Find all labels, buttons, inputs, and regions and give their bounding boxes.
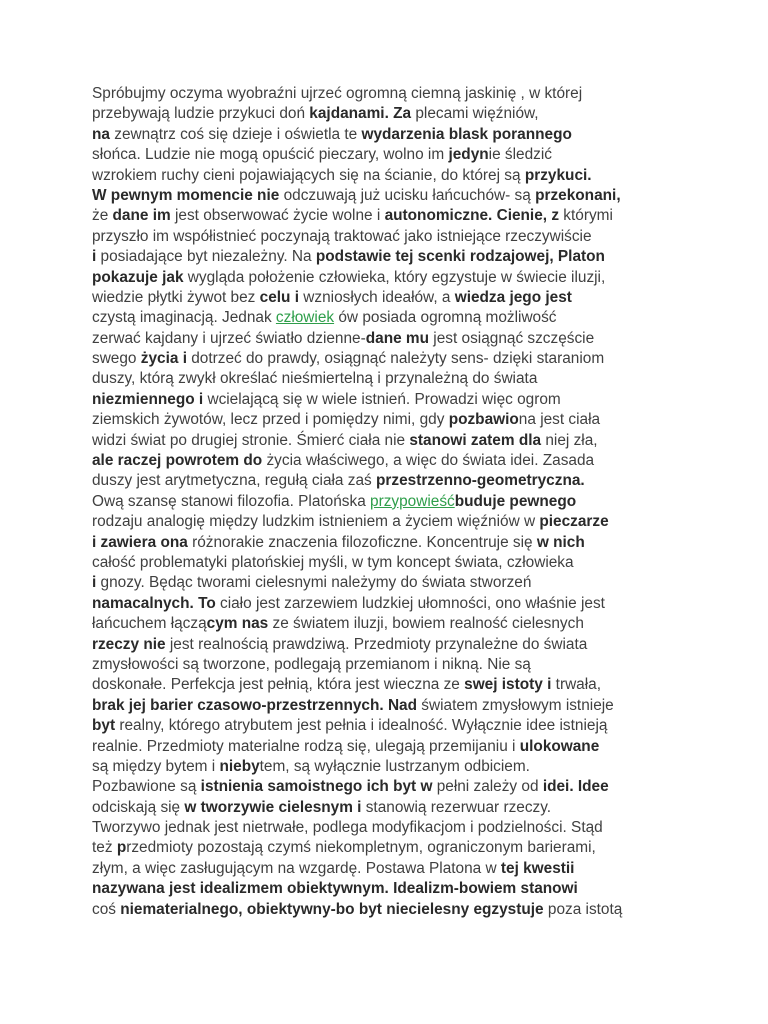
text-run: wygląda położenie człowieka, który egzystuje w świecie iluzji, [183, 268, 606, 286]
text-run: jest osiągnąć szczęście [429, 329, 595, 347]
text-run: na jest ciała [518, 411, 601, 429]
text-line [92, 757, 692, 777]
text-run: Pozbawione są [92, 778, 201, 796]
bold-text-run: i zawiera ona [92, 533, 188, 551]
text-run: czystą imaginacją. Jednak [92, 309, 276, 327]
text-run: jest obserwować życie wolne i [170, 207, 385, 225]
text-run: przyszło im współistnieć poczynają traktować jako istniejące rzeczywiście [92, 227, 592, 245]
bold-text-run: dane im [112, 207, 171, 225]
bold-text-run: ulokowane [519, 737, 600, 755]
text-line [92, 879, 692, 899]
text-run: wcielającą się w wiele istnień. Prowadzi więc ogrom [203, 390, 561, 408]
text-line [92, 533, 692, 553]
text-run: odciskają się [92, 798, 185, 816]
bold-text-run: na [92, 125, 110, 143]
text-run: posiadające byt niezależny. Na [96, 248, 316, 266]
text-run: rzedmioty pozostają czymś niekompletnym, ograniczonym barierami, [126, 839, 596, 857]
bold-text-run: niezmiennego i [92, 390, 204, 408]
text-line [92, 329, 692, 349]
text-line [92, 675, 692, 695]
text-line [92, 900, 692, 920]
text-run: wzniosłych ideałów, a [299, 288, 455, 306]
text-line [92, 349, 692, 369]
inline-link[interactable]: przypowieść [370, 492, 455, 510]
bold-text-run: życia i [140, 350, 187, 368]
text-run: ów posiada ogromną możliwość [334, 309, 557, 327]
text-run: tem, są wyłącznie lustrzanym odbiciem. [259, 757, 530, 775]
text-run: całość problematyki platońskiej myśli, w tym koncept świata, człowieka [92, 553, 574, 571]
text-line [92, 410, 692, 430]
text-line [92, 288, 692, 308]
text-line [92, 696, 692, 716]
text-line [92, 655, 692, 675]
text-line [92, 716, 692, 736]
bold-text-run: przykuci. [524, 166, 592, 184]
text-run: wiedzie płytki żywot bez [92, 288, 260, 306]
text-run: poza istotą [543, 900, 623, 918]
text-run: przebywają ludzie przykuci doń [92, 105, 310, 123]
document-body [92, 84, 692, 920]
bold-text-run: nieby [219, 757, 260, 775]
text-line [92, 308, 692, 328]
bold-text-run: przekonani, [535, 186, 621, 204]
bold-text-run: niematerialnego, obiektywny-bo byt niecielesny egzystuje [120, 900, 544, 918]
text-line [92, 471, 692, 491]
bold-text-run: stanowi zatem dla [409, 431, 542, 449]
text-line [92, 635, 692, 655]
text-run: pełni zależy od [432, 778, 543, 796]
bold-text-run: przestrzenno-geometryczna. [376, 472, 585, 490]
text-line [92, 492, 692, 512]
text-line [92, 145, 692, 165]
bold-text-run: pozbawio [448, 411, 519, 429]
text-line [92, 166, 692, 186]
text-line [92, 206, 692, 226]
bold-text-run: namacalnych. To [92, 594, 216, 612]
bold-text-run: kajdanami. Za [309, 105, 412, 123]
text-run: plecami więźniów, [411, 105, 539, 123]
text-line [92, 369, 692, 389]
bold-text-run: podstawie tej scenki rodzajowej, Platon [315, 248, 605, 266]
text-run: którymi [559, 207, 613, 225]
text-line [92, 125, 692, 145]
text-run: różnorakie znaczenia filozoficzne. Koncentruje się [187, 533, 537, 551]
text-run: dotrzeć do prawdy, osiągnąć należyty sens- dzięki staraniom [186, 350, 605, 368]
text-line [92, 594, 692, 614]
text-run: jest realnością prawdziwą. Przedmioty przynależne do świata [165, 635, 588, 653]
text-line [92, 737, 692, 757]
inline-link[interactable]: człowiek [275, 309, 335, 327]
text-line [92, 798, 692, 818]
text-run: życia właściwego, a więc do świata idei. Zasada [262, 452, 595, 470]
text-line [92, 84, 692, 104]
bold-text-run: pokazuje jak [92, 268, 184, 286]
text-run: realnie. Przedmioty materialne rodzą się, ulegają przemijaniu i [92, 737, 520, 755]
text-run: doskonałe. Perfekcja jest pełnią, która jest wieczna ze [92, 676, 465, 694]
text-line [92, 227, 692, 247]
text-run: zmysłowości są tworzone, podlegają przemianom i nikną. Nie są [92, 655, 531, 673]
bold-text-run: wydarzenia blask porannego [361, 125, 572, 143]
bold-text-run: W pewnym momencie nie [92, 186, 280, 204]
text-run: niej zła, [541, 431, 598, 449]
bold-text-run: i [92, 574, 97, 592]
text-run: ciało jest zarzewiem ludzkiej ułomności, ono właśnie jest [215, 594, 605, 612]
text-line [92, 431, 692, 451]
text-run: stanowią rezerwuar rzeczy. [361, 798, 552, 816]
bold-text-run: cym nas [206, 615, 269, 633]
text-run: ze światem iluzji, bowiem realność cielesnych [268, 615, 584, 633]
bold-text-run: idei. Idee [542, 778, 609, 796]
text-line [92, 512, 692, 532]
text-run: gnozy. Będąc tworami cielesnymi należymy do świata stworzeń [96, 574, 532, 592]
bold-text-run: dane mu [365, 329, 430, 347]
text-run: łańcuchem łączą [92, 615, 207, 633]
text-run: wzrokiem ruchy cieni pojawiających się na ścianie, do której są [92, 166, 525, 184]
text-line [92, 390, 692, 410]
text-line [92, 104, 692, 124]
text-line [92, 451, 692, 471]
bold-text-run: brak jej barier czasowo-przestrzennych. Nad [92, 696, 418, 714]
bold-text-run: celu i [259, 288, 300, 306]
bold-text-run: pieczarze [539, 513, 609, 531]
text-run: ie śledzić [488, 146, 552, 164]
text-run: swego [92, 350, 141, 368]
text-line [92, 777, 692, 797]
text-line [92, 186, 692, 206]
text-run: odczuwają już ucisku łańcuchów- są [279, 186, 536, 204]
text-run: Tworzywo jednak jest nietrwałe, podlega modyfikacjom i podzielności. Stąd [92, 819, 603, 837]
text-line [92, 818, 692, 838]
text-run: duszy jest arytmetyczna, regułą ciała zaś [92, 472, 376, 490]
text-run: coś [92, 900, 121, 918]
text-run: ziemskich żywotów, lecz przed i pomiędzy nimi, gdy [92, 411, 449, 429]
text-line [92, 859, 692, 879]
bold-text-run: p [116, 839, 127, 857]
text-run: trwała, [551, 676, 601, 694]
text-run: Ową szansę stanowi filozofia. Platońska [92, 492, 371, 510]
text-line [92, 838, 692, 858]
text-run: zerwać kajdany i ujrzeć światło dzienne- [92, 329, 366, 347]
bold-text-run: byt [92, 717, 116, 735]
bold-text-run: w tworzywie cielesnym i [184, 798, 362, 816]
text-line [92, 247, 692, 267]
text-run: słońca. Ludzie nie mogą opuścić pieczary, wolno im [92, 146, 449, 164]
bold-text-run: rzeczy nie [92, 635, 166, 653]
text-run: też [92, 839, 117, 857]
text-run: widzi świat po drugiej stronie. Śmierć ciała nie [92, 431, 410, 449]
bold-text-run: tej kwestii [500, 859, 575, 877]
text-run: złym, a więc zasługującym na wzgardę. Postawa Platona w [92, 859, 501, 877]
text-run: są między bytem i [92, 757, 220, 775]
text-run: zewnątrz coś się dzieje i oświetla te [109, 125, 362, 143]
text-run: światem zmysłowym istnieje [417, 696, 614, 714]
text-line [92, 268, 692, 288]
bold-text-run: wiedza jego jest [454, 288, 572, 306]
text-line [92, 614, 692, 634]
bold-text-run: swej istoty i [464, 676, 552, 694]
text-run: duszy, którą zwykł określać nieśmiertelną i przynależną do świata [92, 370, 538, 388]
text-run: realny, którego atrybutem jest pełnia i idealność. Wyłącznie idee istnieją [115, 717, 608, 735]
text-run: że [92, 207, 113, 225]
text-run: rodzaju analogię między ludzkim istnieniem a życiem więźniów w [92, 513, 540, 531]
text-line [92, 553, 692, 573]
text-run: Spróbujmy oczyma wyobraźni ujrzeć ogromną ciemną jaskinię , w której [92, 85, 583, 102]
text-line [92, 573, 692, 593]
bold-text-run: ale raczej powrotem do [92, 452, 263, 470]
bold-text-run: nazywana jest idealizmem obiektywnym. Idealizm-bowiem stanowi [92, 880, 578, 898]
bold-text-run: jedyn [448, 146, 489, 164]
bold-text-run: istnienia samoistnego ich byt w [200, 778, 433, 796]
bold-text-run: i [92, 248, 97, 266]
bold-text-run: autonomiczne. Cienie, z [384, 207, 560, 225]
bold-text-run: w nich [536, 533, 585, 551]
bold-text-run: buduje pewnego [454, 492, 577, 510]
